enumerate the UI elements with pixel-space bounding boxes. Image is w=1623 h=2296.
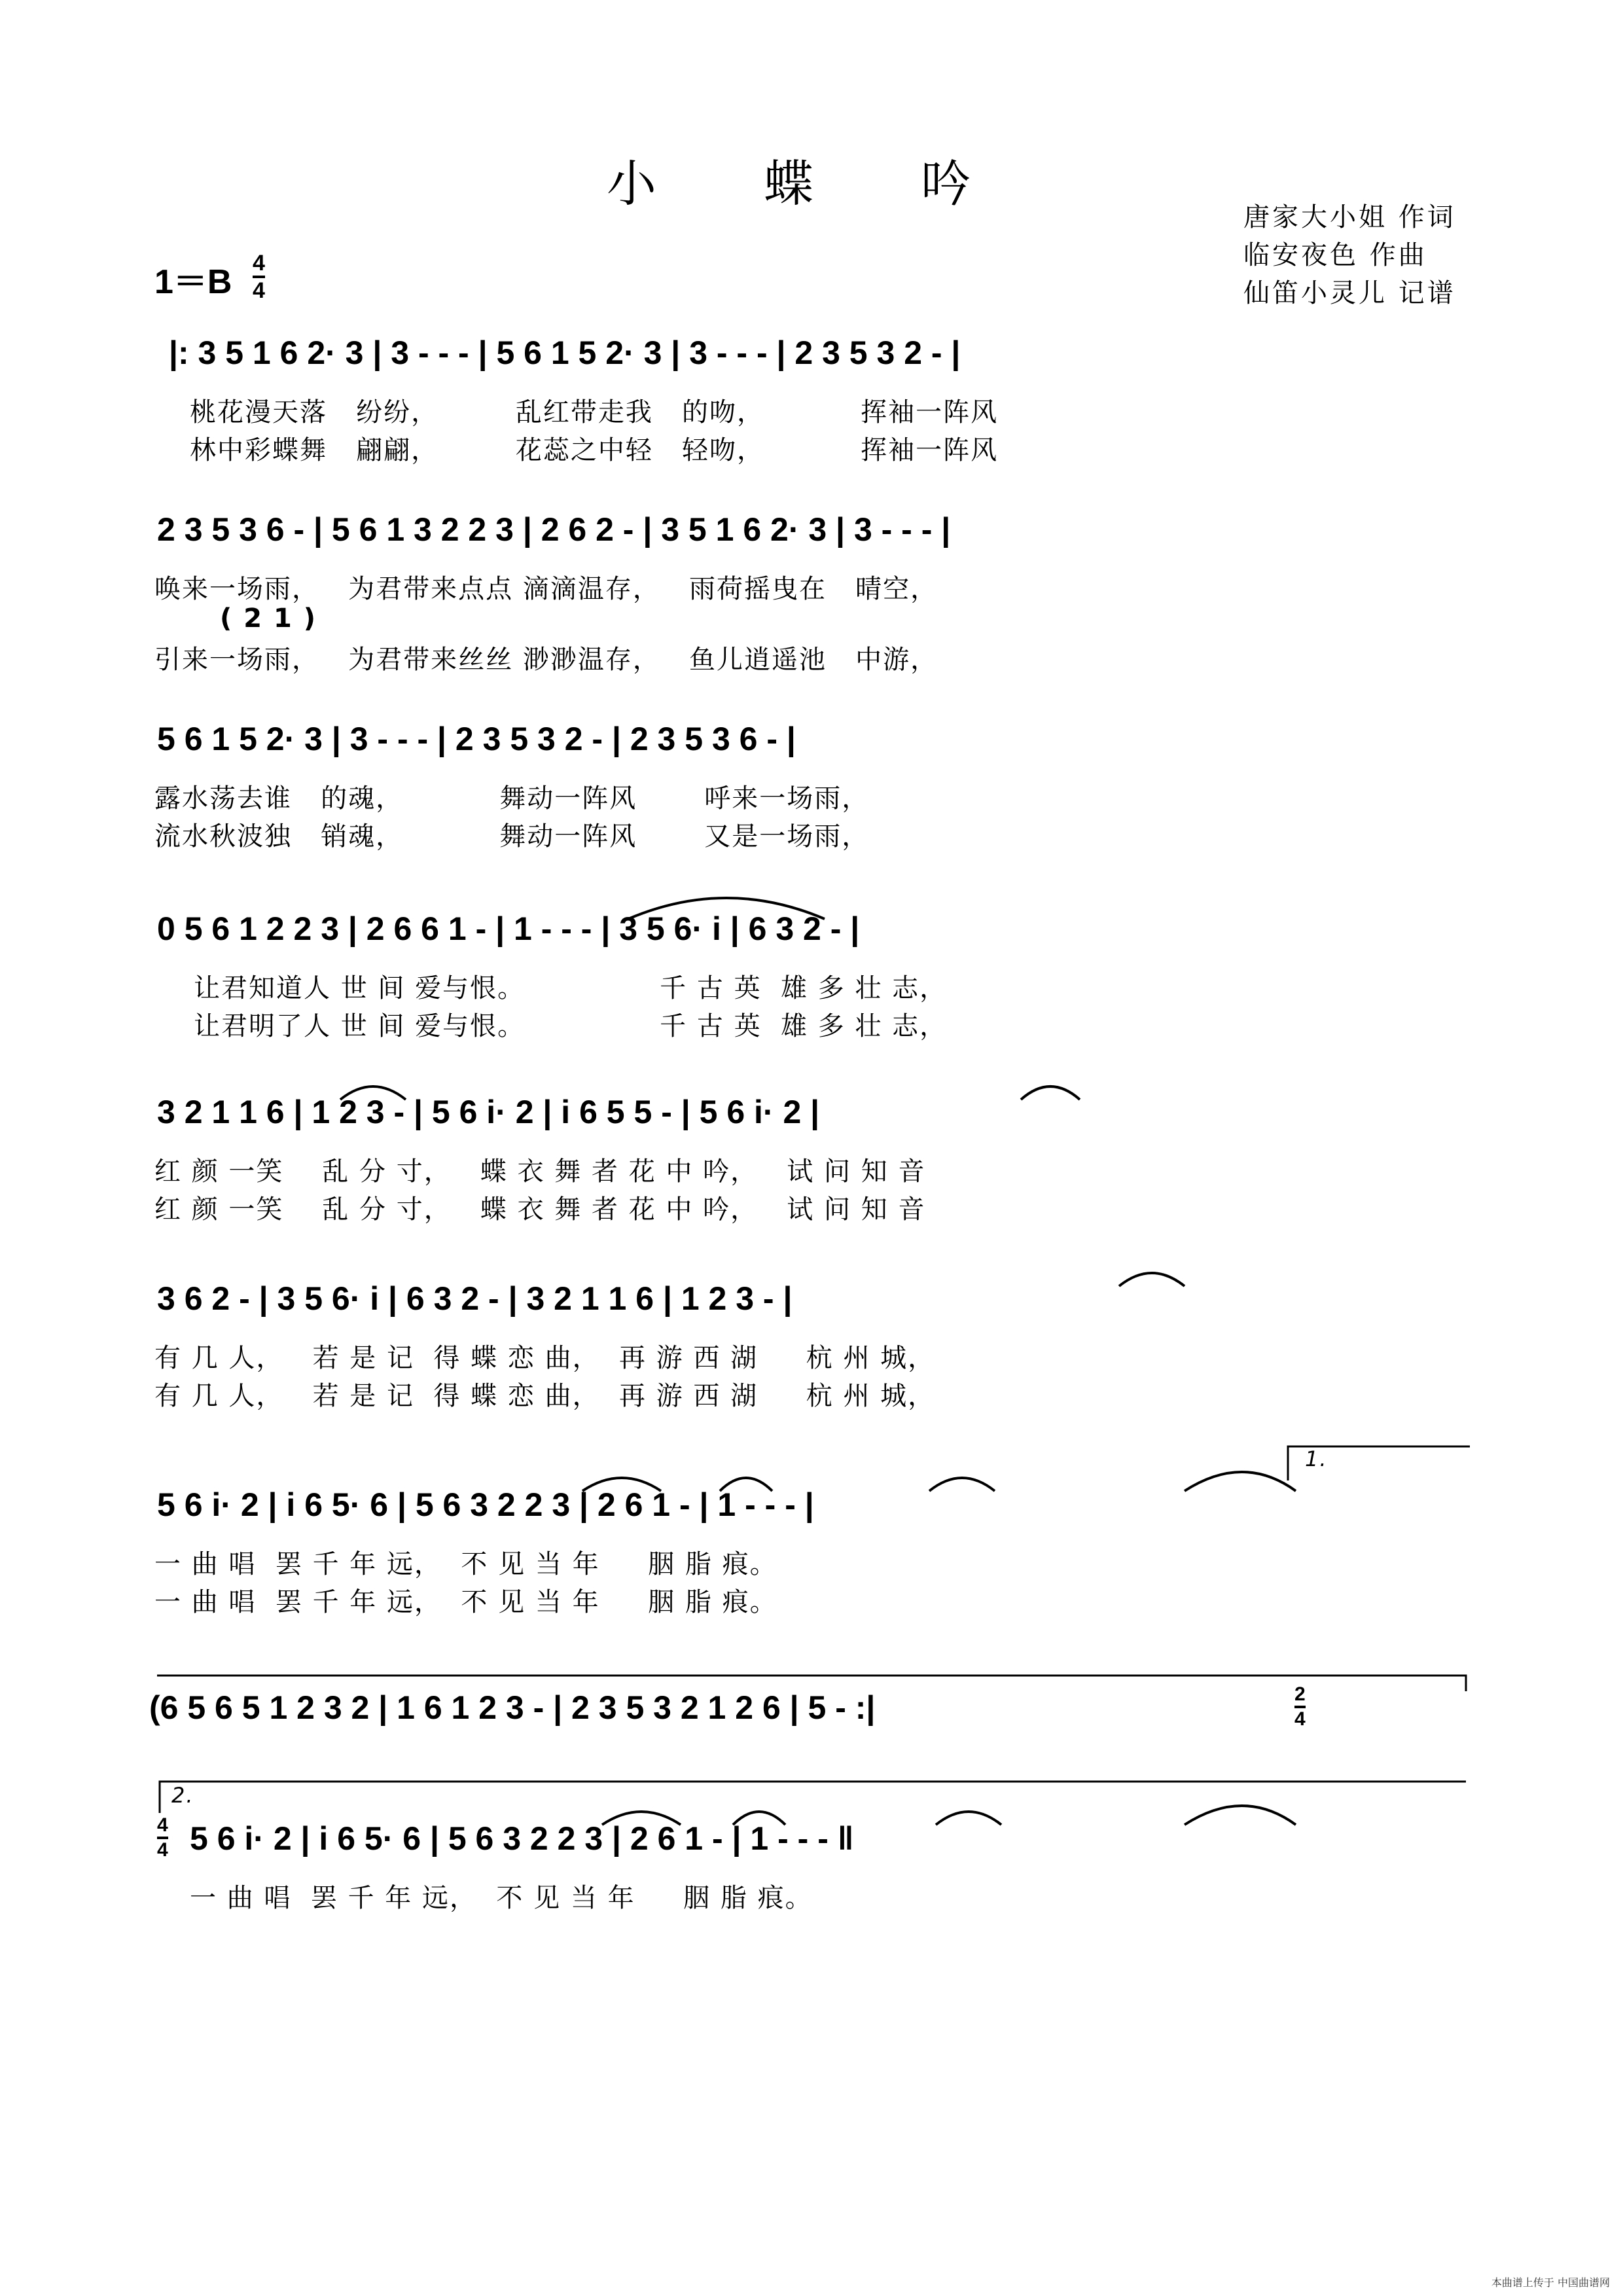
lyrics-verse-2: 林中彩蝶舞 翩翩， 花蕊之中轻 轻吻， 挥袖一阵风	[190, 435, 999, 465]
lyrics-verse-2: 有 几 人， 若 是 记 得 蝶 恋 曲， 再 游 西 湖 杭 州 城，	[154, 1381, 936, 1411]
time-sig-denominator: 4	[157, 1839, 168, 1861]
lyrics-verse-2: 引来一场雨， 为君带来丝丝 渺渺温存， 鱼儿逍遥池 中游，	[154, 645, 938, 675]
lyricist-credit: 唐家大小姐 作词	[1243, 202, 1456, 232]
notes-line: 3 2 1 1 6 | 1 2 3 - | 5 6 i· 2 | i 6 5 5 - | 5 6 i· 2 |	[157, 1094, 820, 1130]
volta-2-label: 2.	[171, 1783, 194, 1808]
lyrics-verse-2: 红 颜 一笑 乱 分 寸， 蝶 衣 舞 者 花 中 吟， 试 问 知 音	[154, 1194, 926, 1225]
notes-line: (6 5 6 5 1 2 3 2 | 1 6 1 2 3 - | 2 3 5 3 2 1 2 6 | 5 - :|	[149, 1689, 876, 1726]
time-sig-numerator: 2	[1294, 1683, 1306, 1705]
lyrics-verse-2: 一 曲 唱 罢 千 年 远， 不 见 当 年 胭 脂 痕。	[154, 1587, 777, 1617]
notes-line: 0 5 6 1 2 2 3 | 2 6 6 1 - | 1 - - - | 3 5 6· i | 6 3 2 - |	[157, 910, 860, 947]
notes-line: 2 3 5 3 6 - | 5 6 1 3 2 2 3 | 2 6 2 - | 3 5 1 6 2· 3 | 3 - - - |	[157, 511, 951, 548]
footer-credit: 本曲谱上传于 中国曲谱网	[1491, 2276, 1610, 2289]
song-title: 小 蝶 吟	[606, 154, 1017, 213]
lyrics-verse-1: 露水荡去谁 的魂， 舞动一阵风 呼来一场雨，	[154, 783, 870, 814]
notes-line: |: 3 5 1 6 2· 3 | 3 - - - | 5 6 1 5 2· 3 | 3 - - - | 2 3 5 3 2 - |	[169, 334, 961, 371]
lyrics-verse-2: 让君明了人 世 间 爱与恨。 千 古 英 雄 多 壮 志，	[194, 1011, 948, 1041]
notes-line: 5 6 1 5 2· 3 | 3 - - - | 2 3 5 3 2 - | 2 3 5 3 6 - |	[157, 721, 796, 757]
transcriber-credit: 仙笛小灵儿 记谱	[1243, 278, 1456, 308]
time-sig-numerator: 4	[157, 1814, 168, 1836]
notes-line: 5 6 i· 2 | i 6 5· 6 | 5 6 3 2 2 3 | 2 6 1 - | 1 - - - ‖	[190, 1820, 854, 1857]
notes-line: 3 6 2 - | 3 5 6· i | 6 3 2 - | 3 2 1 1 6 | 1 2 3 - |	[157, 1280, 793, 1317]
lyrics-verse-1: 唤来一场雨， 为君带来点点 滴滴温存， 雨荷摇曳在 晴空，	[154, 574, 938, 604]
lyrics-verse-1: 让君知道人 世 间 爱与恨。 千 古 英 雄 多 壮 志，	[194, 973, 948, 1003]
notes-line: 5 6 i· 2 | i 6 5· 6 | 5 6 3 2 2 3 | 2 6 1 - | 1 - - - |	[157, 1486, 814, 1523]
lyrics-verse-1: 一 曲 唱 罢 千 年 远， 不 见 当 年 胭 脂 痕。	[190, 1883, 813, 1913]
lyrics-verse-2: 流水秋波独 销魂， 舞动一阵风 又是一场雨，	[154, 821, 870, 852]
time-sig-denominator: 4	[1294, 1708, 1306, 1730]
lyrics-verse-1: 有 几 人， 若 是 记 得 蝶 恋 曲， 再 游 西 湖 杭 州 城，	[154, 1343, 936, 1373]
time-sig-denominator: 4	[253, 278, 265, 303]
key-signature: 1＝B	[154, 263, 232, 301]
lyrics-verse-1: 红 颜 一笑 乱 分 寸， 蝶 衣 舞 者 花 中 吟， 试 问 知 音	[154, 1157, 926, 1187]
composer-credit: 临安夜色 作曲	[1243, 240, 1427, 270]
lyrics-verse-1: 一 曲 唱 罢 千 年 远， 不 见 当 年 胭 脂 痕。	[154, 1549, 777, 1579]
lyrics-verse-1: 桃花漫天落 纷纷， 乱红带走我 的吻， 挥袖一阵风	[190, 397, 999, 427]
time-sig-numerator: 4	[253, 251, 265, 276]
volta-1-label: 1.	[1305, 1446, 1328, 1471]
alt-notes: ( 2 1 )	[220, 603, 317, 634]
